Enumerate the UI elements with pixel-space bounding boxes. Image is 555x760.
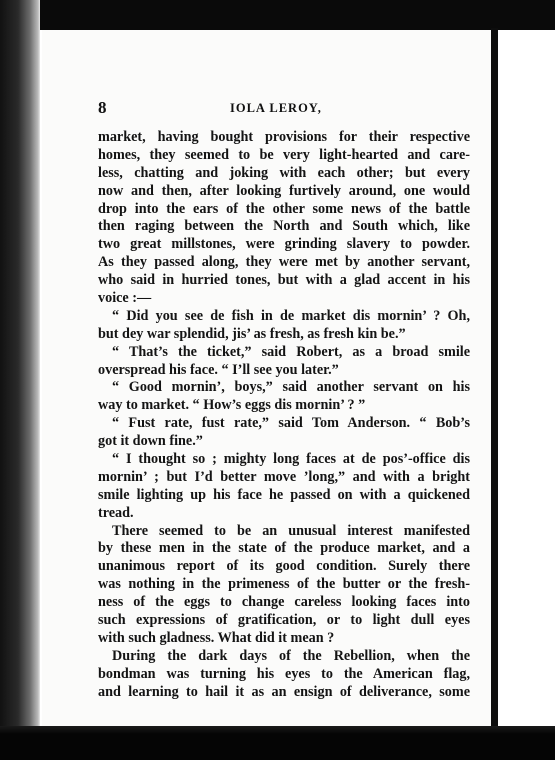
text-line: “ I thought so ; mighty long faces at de pos’-office dis — [112, 451, 470, 468]
text-line: mornin’ ; but I’d better move ’long,” and with a bright — [98, 468, 470, 485]
text-line: was nothing in the primeness of the butter or the fresh- — [98, 576, 470, 593]
text-line: “ Fust rate, fust rate,” said Tom Anderson. “ Bob’s — [112, 415, 470, 432]
text-line: way to market. “ How’s eggs dis mornin’ ? ” — [98, 397, 366, 414]
text-line: got it down fine.” — [98, 433, 203, 450]
text-line: then raging between the North and South which, like — [98, 218, 470, 235]
text-line: unanimous report of its good condition. Surely there — [98, 558, 470, 575]
text-line: but dey war splendid, jis’ as fresh, as fresh kin be.” — [98, 325, 406, 342]
text-line: tread. — [98, 504, 134, 521]
scan-border-top — [0, 0, 555, 30]
text-line: During the dark days of the Rebellion, when the — [112, 647, 470, 664]
scan-border-left — [0, 0, 40, 760]
text-line: voice :— — [98, 290, 152, 307]
text-line: “ Good mornin’, boys,” said another servant on his — [112, 379, 470, 396]
page-number: 8 — [98, 98, 107, 117]
page-header — [98, 98, 468, 120]
text-line: ness of the eggs to change careless looking faces into — [98, 594, 470, 611]
text-line: “ That’s the ticket,” said Robert, as a broad smile — [112, 343, 470, 360]
text-line: now and then, after looking furtively around, one would — [98, 182, 470, 199]
text-line: bondman was turning his eyes to the American flag, — [98, 665, 470, 682]
text-line: market, having bought provisions for their respective — [98, 129, 470, 145]
text-line: smile lighting up his face he passed on with a quickened — [98, 486, 470, 503]
text-line: by these men in the state of the produce market, and a — [98, 540, 470, 557]
text-line: and learning to hail it as an ensign of deliverance, some — [98, 683, 470, 700]
text-line: less, chatting and joking with each other; but every — [98, 164, 470, 181]
text-line: with such gladness. What did it mean ? — [98, 629, 335, 646]
text-line: “ Did you see de fish in de market dis mornin’ ? Oh, — [112, 307, 470, 324]
text-line: who said in hurried tones, but with a glad accent in his — [98, 272, 470, 289]
text-line: overspread his face. “ I’ll see you later.” — [98, 361, 339, 378]
text-line: homes, they seemed to be very light-hearted and care- — [98, 146, 470, 163]
text-line: such expressions of gratification, or to light dull eyes — [98, 612, 470, 629]
scan-margin-right — [498, 30, 555, 734]
text-line: As they passed along, they were met by another servant, — [98, 254, 470, 271]
text-line: drop into the ears of the other some news of the battle — [98, 200, 470, 217]
body-text — [98, 129, 470, 702]
text-line: There seemed to be an unusual interest manifested — [112, 522, 470, 539]
scan-border-right — [491, 28, 498, 734]
scan-border-bottom — [0, 726, 555, 760]
running-title: IOLA LEROY, — [230, 101, 322, 115]
text-line: two great millstones, were grinding slavery to powder. — [98, 236, 470, 253]
